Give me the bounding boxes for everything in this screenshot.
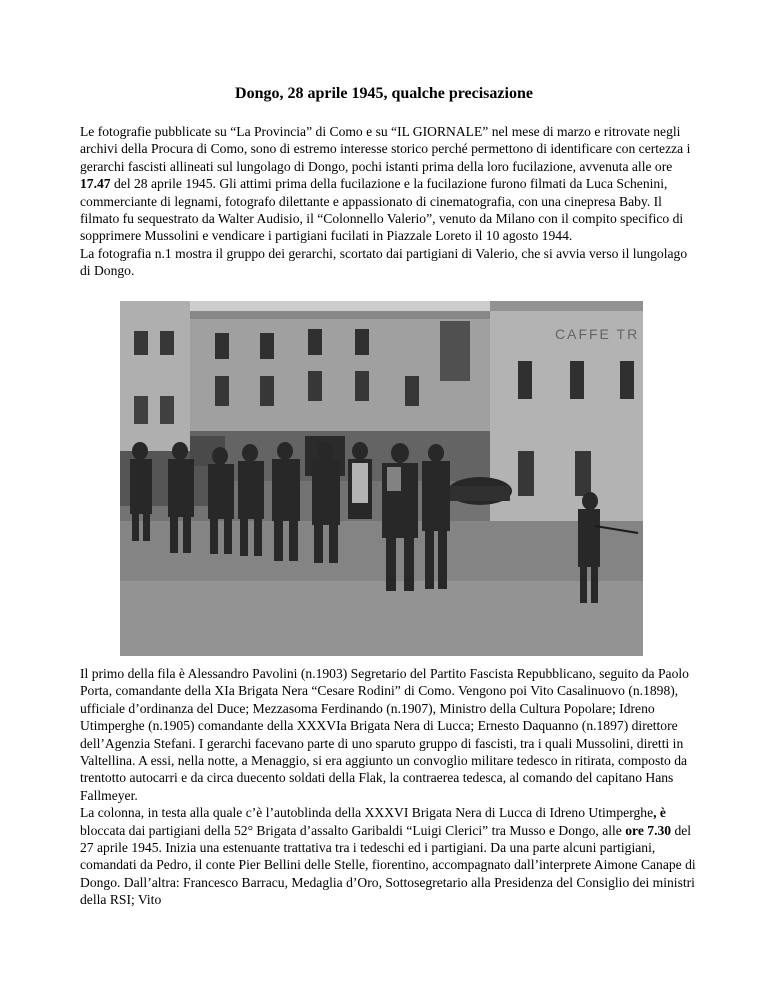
historical-photograph xyxy=(120,301,643,656)
execution-time: 17.47 xyxy=(80,176,111,192)
blockade-time: ore 7.30 xyxy=(625,822,672,838)
photo-caption-text: La fotografia n.1 mostra il gruppo dei gerarchi, scortato dai partigiani di Valerio, che si avvia verso il lungolago di Dongo. xyxy=(80,245,688,279)
body-text-2a: La colonna, in testa alla quale c’è l’autoblinda della XXXVI Brigata Nera di Lucca di Idreno Utimperghe xyxy=(80,805,654,821)
body-text-2b: , è xyxy=(653,805,666,821)
intro-text-part-2: del 28 aprile 1945. Gli attimi prima della fucilazione e la fucilazione furono filmati da Luca Schenini, commerciante di legnami, fotografo dilettante e appassionato di cinematografia, con una cinepresa Baby. Il filmato fu sequestrato da Walter Audisio, il “Colonnello Valerio”, venuto da Milano con il compito specifico di sopprimere Mussolini e vendicare i partigiani fucilati in Piazzale Loreto il 10 agosto 1944. xyxy=(80,176,684,244)
photo-image xyxy=(120,301,643,656)
intro-text xyxy=(80,123,700,245)
body-text-2 xyxy=(80,804,700,908)
body-text-1: Il primo della fila è Alessandro Pavolini (n.1903) Segretario del Partito Fascista Repubblicano, seguito da Paolo Porta, comandante della XIa Brigata Nera “Cesare Rodini” di Como. Vengono poi Vito Casalinuovo (n.1898), ufficiale d’ordinanza del Duce; Mezzasoma Ferdinando (n.1907), Ministro della Cultura Popolare; Idreno Utimperghe (n.1905) comandante della XXXVIa Brigata Nera di Lucca; Ernesto Daquanno (n.1897) direttore dell’Agenzia Stefani. I gerarchi facevano parte di uno sparuto gruppo di fascisti, tra i quali Mussolini, diretti in Valtellina. A essi, nella notte, a Menaggio, si era aggiunto un convoglio militare tedesco in ritirata, composto da trentotto autocarri e da circa duecento soldati della Flak, la contraerea tedesca, al comando del capitano Hans Fallmeyer. xyxy=(80,666,689,803)
body-text-2e: del 27 aprile 1945. Inizia una estenuante trattativa tra i tedeschi ed i partigiani. Da una parte alcuni partigiani, comandati da Pedro, il conte Pier Bellini delle Stelle, fiorentino, accompagnato dall’interprete Aimone Canape di Dongo. Dall’altra: Francesco Barracu, Medaglia d’Oro, Sottosegretario alla Presidenza del Consiglio dei ministri della RSI; Vito xyxy=(80,822,696,908)
document-title: Dongo, 28 aprile 1945, qualche precisazione xyxy=(235,85,533,102)
intro-paragraph xyxy=(80,123,700,280)
body-text-2c: bloccata dai partigiani della 52° Brigata d’assalto Garibaldi “Luigi Clerici” tra Musso e Dongo, alle xyxy=(80,822,626,838)
intro-text-part-1: Le fotografie pubblicate su “La Provincia” di Como e su “IL GIORNALE” nel mese di marzo e ritrovate negli archivi della Procura di Como, sono di estremo interesse storico perché permettono di identificare con certezza i gerarchi fascisti allineati sul lungolago di Dongo, pochi istanti prima della loro fucilazione, avvenuta alle ore xyxy=(80,124,691,174)
cafe-sign-text: CAFFE TR xyxy=(555,326,640,342)
body-paragraph xyxy=(80,665,700,909)
